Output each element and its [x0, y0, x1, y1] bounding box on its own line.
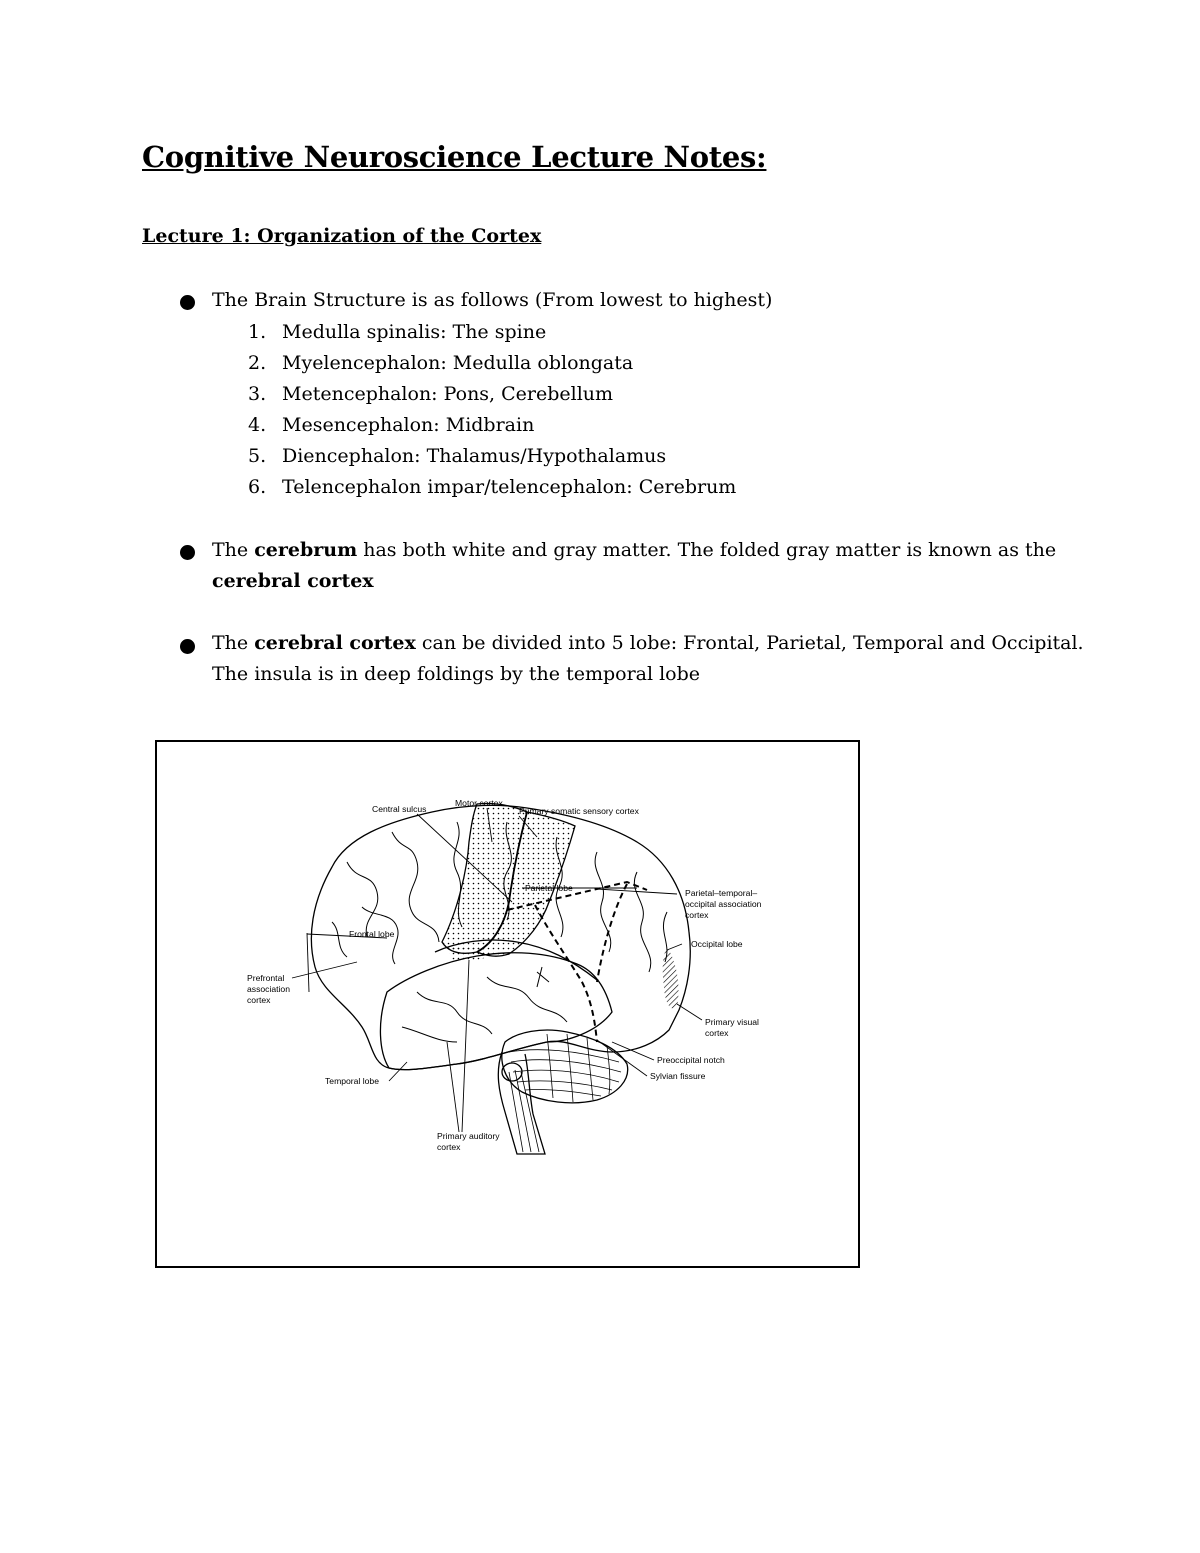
list-item: Telencephalon impar/telencephalon: Cerebrum [282, 476, 737, 498]
bullet-text: The insula is in deep foldings by the temporal lobe [212, 663, 701, 685]
bold-term: cerebral cortex [254, 632, 416, 654]
brain-drawing [311, 803, 690, 1154]
brain-figure [155, 740, 860, 1268]
list-number: 5. [248, 445, 267, 467]
primary-visual-region [663, 947, 679, 1008]
list-item: Mesencephalon: Midbrain [282, 414, 535, 436]
bullet-text [212, 535, 1056, 566]
label-pto-3: cortex [685, 910, 709, 920]
list-item: Diencephalon: Thalamus/Hypothalamus [282, 445, 667, 467]
bullet-text-part: can be divided into 5 lobe: Frontal, Parietal, Temporal and Occipital. [415, 632, 1084, 654]
label-primary-visual-1: Primary visual [705, 1017, 759, 1027]
list-item: Myelencephalon: Medulla oblongata [282, 352, 634, 374]
label-prefrontal-1: Prefrontal [247, 973, 285, 983]
label-prefrontal-3: cortex [247, 995, 271, 1005]
label-central-sulcus: Central sulcus [372, 804, 427, 814]
bullet-text-part: The [212, 632, 255, 654]
bold-term [212, 566, 374, 597]
label-motor-cortex: Motor cortex [455, 798, 503, 808]
bullet-dot [180, 295, 195, 310]
bullet-text-part: has both white and gray matter. The folded gray matter is known as the [357, 539, 1057, 561]
list-item: Metencephalon: Pons, Cerebellum [282, 383, 614, 405]
list-number: 3. [248, 383, 267, 405]
label-primary-auditory-1: Primary auditory [437, 1131, 500, 1141]
lecture-heading: Lecture 1: Organization of the Cortex [142, 225, 542, 247]
label-primary-somatic: Primary somatic sensory cortex [519, 806, 639, 816]
list-number: 4. [248, 414, 267, 436]
bullet-dot [180, 639, 195, 654]
label-temporal-lobe: Temporal lobe [325, 1076, 379, 1086]
label-occipital-lobe: Occipital lobe [691, 939, 743, 949]
temporal-lobe-shape [380, 953, 612, 1070]
page-title: Cognitive Neuroscience Lecture Notes: [142, 140, 767, 174]
label-primary-auditory-2: cortex [437, 1142, 461, 1152]
label-prefrontal-2: association [247, 984, 290, 994]
label-frontal-lobe: Frontal lobe [349, 929, 395, 939]
list-item: Medulla spinalis: The spine [282, 321, 547, 343]
lobe-boundary-dashed [507, 882, 647, 1042]
bold-term: cerebral cortex [212, 570, 374, 592]
label-primary-visual-2: cortex [705, 1028, 729, 1038]
list-number: 1. [248, 321, 267, 343]
label-pto-2: occipital association [685, 899, 762, 909]
label-preoccipital-notch: Preoccipital notch [657, 1055, 725, 1065]
list-number: 6. [248, 476, 267, 498]
bullet-dot [180, 545, 195, 560]
bullet-text [212, 628, 1084, 659]
bold-term: cerebrum [254, 539, 358, 561]
label-sylvian-fissure: Sylvian fissure [650, 1071, 706, 1081]
label-parietal-lobe: Parietal lobe [525, 883, 573, 893]
bullet-text: The Brain Structure is as follows (From lowest to highest) [212, 289, 773, 311]
label-pto-1: Parietal–temporal– [685, 888, 758, 898]
list-number: 2. [248, 352, 267, 374]
bullet-text-part: The [212, 539, 255, 561]
brain-diagram [157, 742, 858, 1266]
